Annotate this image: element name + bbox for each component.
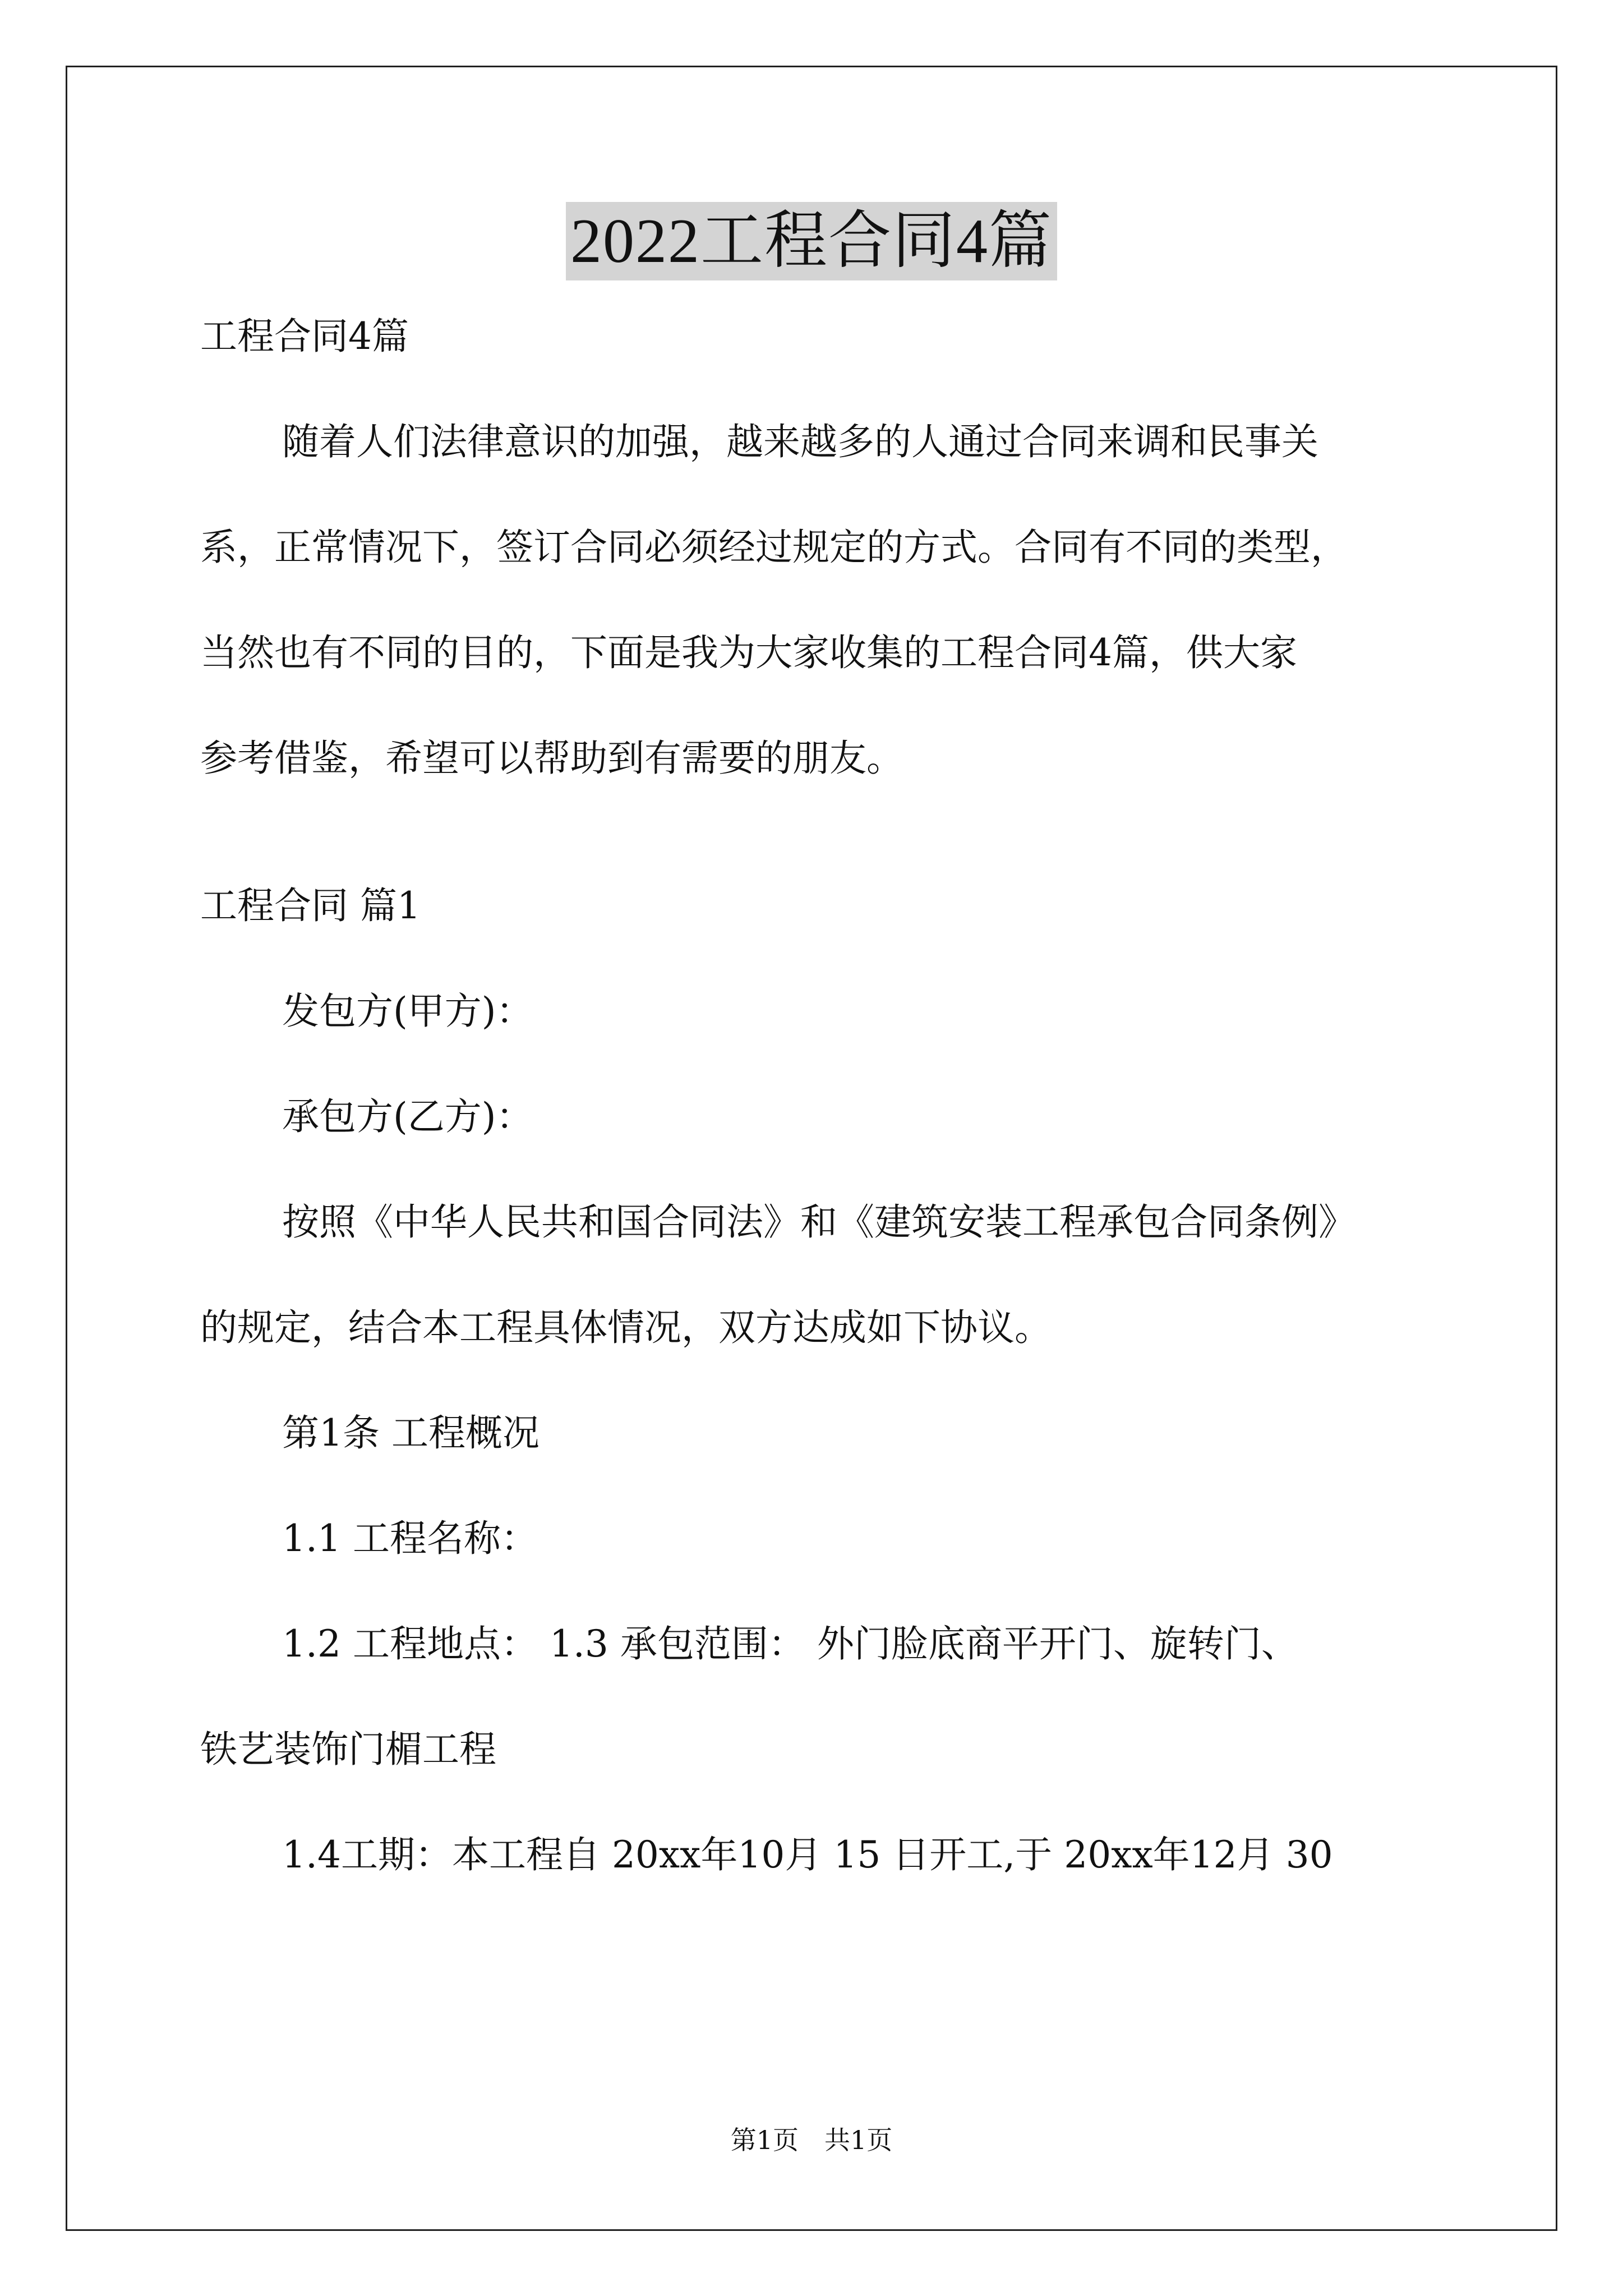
paragraph-line: 当然也有不同的目的，下面是我为大家收集的工程合同4篇，供大家: [200, 631, 1297, 674]
paragraph-line: 按照《中华人民共和国合同法》和《建筑安装工程承包合同条例》: [282, 1200, 1355, 1244]
title-wrap: [0, 202, 1623, 280]
clause-line: 1.1 工程名称：: [282, 1517, 538, 1560]
article-heading: 第1条 工程概况: [282, 1411, 540, 1455]
page-footer: 第1页 共1页: [730, 2125, 893, 2155]
clause-line: 铁艺装饰门楣工程: [200, 1728, 496, 1771]
party-a-line: 发包方(甲方)：: [282, 990, 533, 1033]
subtitle-line: 工程合同4篇: [200, 315, 409, 358]
paragraph-line: 参考借鉴，希望可以帮助到有需要的朋友。: [200, 737, 903, 780]
paragraph-line: 随着人们法律意识的加强，越来越多的人通过合同来调和民事关: [282, 420, 1318, 463]
clause-line: 1.4工期：本工程自 20xx年10月 15 日开工,于 20xx年12月 30: [282, 1833, 1333, 1876]
paragraph-line: 的规定，结合本工程具体情况，双方达成如下协议。: [200, 1306, 1052, 1349]
document-body: [200, 314, 1428, 1938]
document-title: 2022工程合同4篇: [566, 202, 1057, 280]
paragraph-line: 系，正常情况下，签订合同必须经过规定的方式。合同有不同的类型，: [200, 526, 1348, 569]
party-b-line: 承包方(乙方)：: [282, 1095, 533, 1138]
section-heading: 工程合同 篇1: [200, 884, 421, 927]
clause-line: 1.2 工程地点： 1.3 承包范围： 外门脸底商平开门、旋转门、: [282, 1622, 1298, 1665]
